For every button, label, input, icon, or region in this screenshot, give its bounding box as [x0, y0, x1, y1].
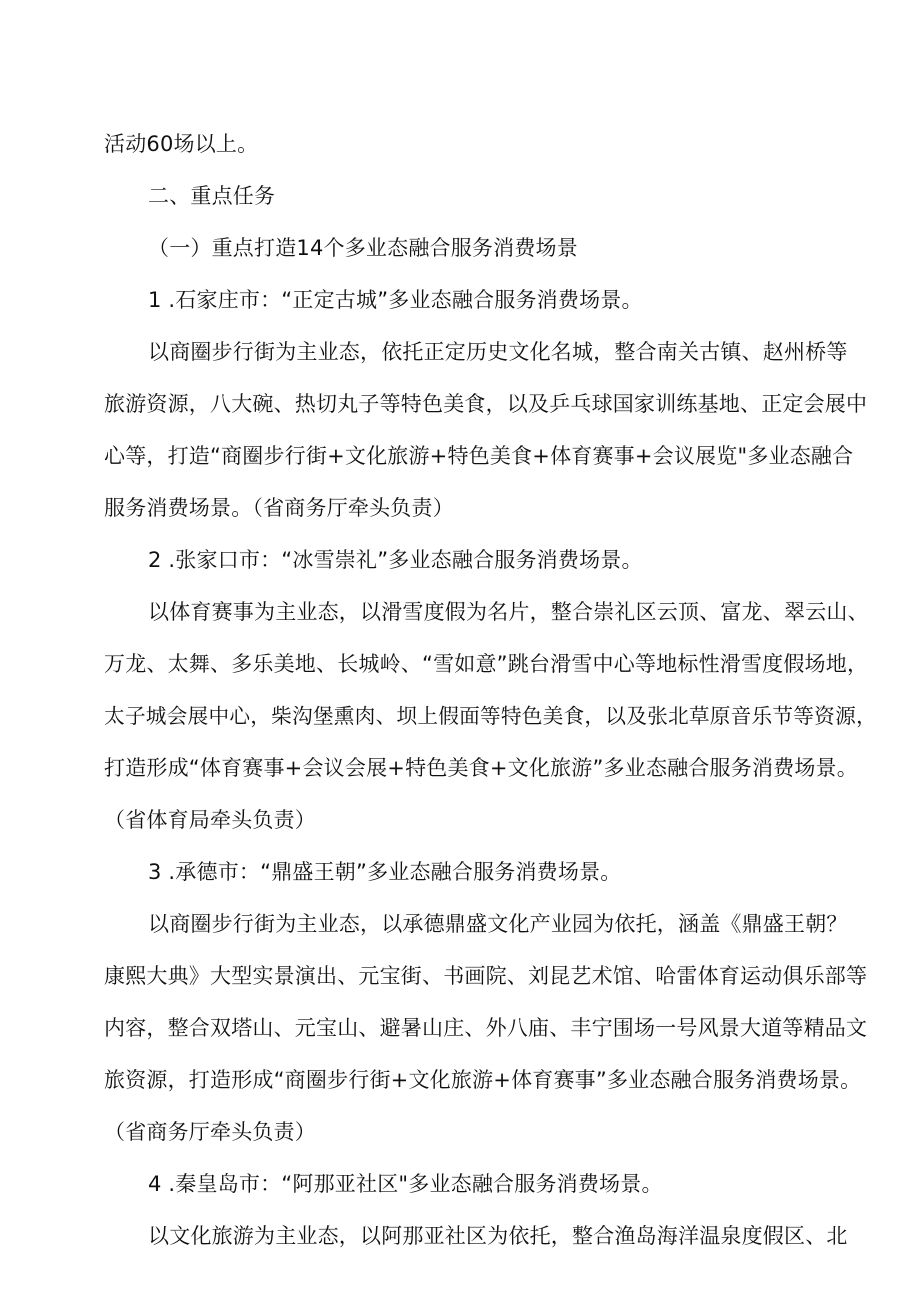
- paragraph-line: 以文化旅游为主业态，以阿那亚社区为依托，整合渔岛海洋温泉度假区、北: [148, 1224, 848, 1248]
- paragraph-line: 万龙、太舞、多乐美地、长城岭、“雪如意”跳台滑雪中心等地标性滑雪度假场地，: [104, 652, 869, 676]
- paragraph-line: 心等，打造“商圈步行街+文化旅游+特色美食+体育赛事+会议展览"多业态融合: [104, 444, 854, 468]
- item-heading: 3 .承德市：“鼎盛王朝”多业态融合服务消费场景。: [148, 860, 622, 884]
- subsection-heading: （一）重点打造14个多业态融合服务消费场景: [148, 236, 578, 260]
- paragraph-line: 旅游资源，八大碗、热切丸子等特色美食，以及乒乓球国家训练基地、正定会展中: [104, 392, 868, 416]
- paragraph-line: 太子城会展中心，柴沟堡熏肉、坝上假面等特色美食，以及张北草原音乐节等资源，: [104, 704, 877, 728]
- paragraph-line: 服务消费场景。（省商务厅牵头负责）: [104, 496, 454, 520]
- paragraph-line: 活动60场以上。: [104, 132, 259, 156]
- section-heading: 二、重点任务: [148, 184, 276, 208]
- paragraph-line: （省体育局牵头负责）: [104, 808, 316, 832]
- paragraph-line: 旅资源，打造形成“商圈步行街+文化旅游+体育赛事”多业态融合服务消费场景。: [104, 1068, 862, 1092]
- paragraph-line: 以体育赛事为主业态，以滑雪度假为名片，整合崇礼区云顶、富龙、翠云山、: [148, 600, 869, 624]
- paragraph-line: 以商圈步行街为主业态，以承德鼎盛文化产业园为依托，涵盖《鼎盛王朝？: [148, 912, 848, 936]
- item-heading: 2 .张家口市：“冰雪崇礼”多业态融合服务消费场景。: [148, 548, 643, 572]
- paragraph-line: 康熙大典》大型实景演出、元宝街、书画院、刘昆艺术馆、哈雷体育运动俱乐部等: [104, 964, 868, 988]
- paragraph-line: 以商圈步行街为主业态，依托正定历史文化名城，整合南关古镇、赵州桥等: [148, 340, 848, 364]
- paragraph-line: 打造形成“体育赛事+会议会展+特色美食+文化旅游”多业态融合服务消费场景。: [104, 756, 858, 780]
- paragraph-line: 内容，整合双塔山、元宝山、避暑山庄、外八庙、丰宁围场一号风景大道等精品文: [104, 1016, 868, 1040]
- paragraph-line: （省商务厅牵头负责）: [104, 1120, 316, 1144]
- item-heading: 4 .秦皇岛市：“阿那亚社区"多业态融合服务消费场景。: [148, 1172, 663, 1196]
- item-heading: 1 .石家庄市：“正定古城”多业态融合服务消费场景。: [148, 288, 643, 312]
